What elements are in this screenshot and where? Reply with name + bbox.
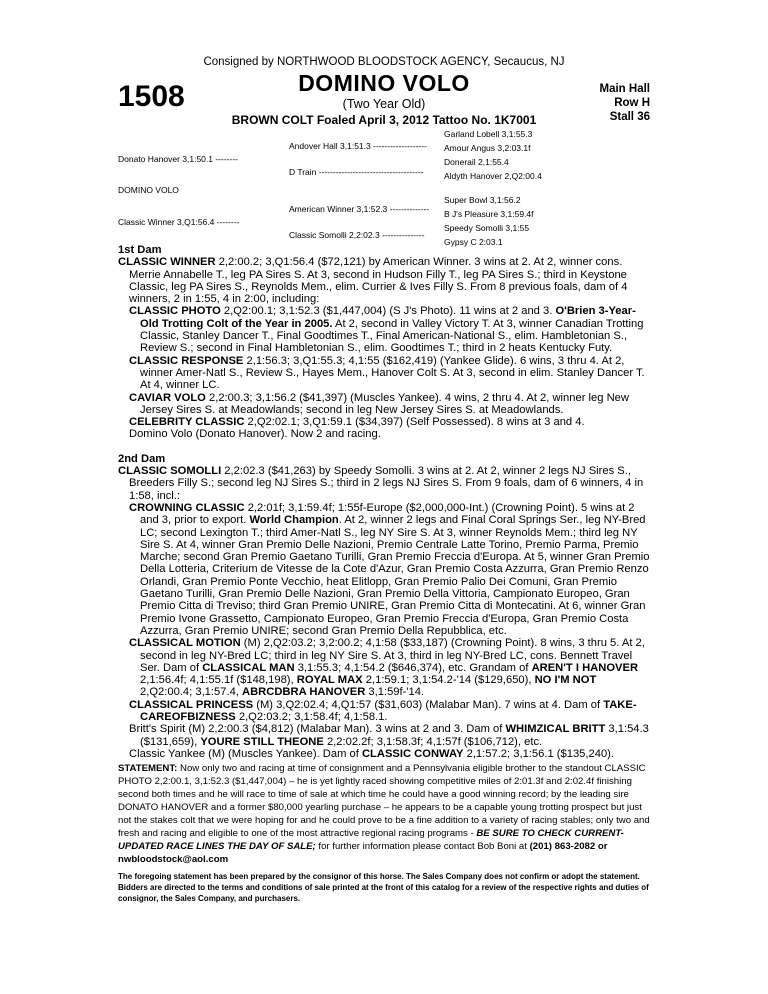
produce-entry: Classic Yankee (M) (Muscles Yankee). Dam of CLASSIC CONWAY 2,1:57.2; 3,1:56.1 ($135,240). [129, 747, 615, 760]
horse-age: (Two Year Old) [342, 97, 426, 111]
location-hall: Main Hall [599, 83, 650, 95]
pedigree-dam-dam: Classic Somolli 2,2:02.3 --------------- [289, 230, 425, 240]
sales-disclaimer: The foregoing statement has been prepared by the consignor of this horse. The Sales Company does not confirm or adopt the statement. Bidders are directed to the terms and conditions of sale printed at the front of this catalog for a review of the respective rights and duties of consignor, the Sales Company, and purchasers. [118, 872, 649, 904]
pedigree-ancestors-top [444, 127, 542, 183]
produce-entry: Domino Volo (Donato Hanover). Now 2 and racing. [129, 428, 381, 441]
produce-entry: CLASSICAL MOTION (M) 2,Q2:03.2; 3,2:00.2; 4,1:58 ($33,187) (Crowning Point). 8 wins, 3 thru 5. At 2, second in leg NY-Bred LC; third in leg NY Sire S. At 3, third in leg NY-Bred LC, cons. Bennett Travel Ser. Dam of CLASSICAL MAN 3,1:55.3; 4,1:54.2 ($646,374), etc. Grandam of AREN'T I HANOVER 2,1:56.4f; 4,1:55.1f ($148,198), ROYAL MAX 2,1:59.1; 3,1:54.2-'14 ($129,650), NO I'M NOT 2,Q2:00.4; 3,1:57.4, ABRCDBRA HANOVER 3,1:59f-'14. [129, 637, 645, 699]
second-dam-summary: CLASSIC SOMOLLI 2,2:02.3 ($41,263) by Speedy Somolli. 3 wins at 2. At 2, winner 2 legs NJ Sires S., Breeders Filly S.; second leg NJ Sires S.; third in 2 legs NJ Sires S. From 9 foals, dam of 6 winners, 4 in 1:58, incl.: [118, 465, 644, 502]
pedigree-g4-5: Super Bowl 3,1:56.2 [444, 195, 521, 205]
horse-description: BROWN COLT Foaled April 3, 2012 Tattoo No. 1K7001 [231, 113, 537, 127]
pedigree-sire-dam: D Train ------------------------------------- [289, 167, 424, 177]
second-dam-heading: 2nd Dam [118, 452, 166, 465]
horse-name: DOMINO VOLO [298, 70, 470, 96]
location-stall: Stall 36 [609, 111, 650, 123]
pedigree-g4-1: Garland Lobell 3,1:55.3 [444, 129, 533, 139]
stall-location [600, 82, 650, 124]
consignor-statement: STATEMENT: Now only two and racing at time of consignment and a Pennsylvania eligible brother to the standout CLASSIC PHOTO 2,2:00.1, 3,1:52.3 ($1,447,004) – he is yet lightly raced showing competitive miles of 2:01.3f and 2:02.4f finishing second both times and he will race to time of sale at which time he could have a good winning record; by the leading sire DONATO HANOVER and a former $80,000 yearling purchase – he appears to be a capable young trotting prospect but just not the stakes colt that we were hoping for and he could prove to be a fine addition to a variety of racing stables; only two and fresh and racing and eligible to one of the most attractive regional racing programs - BE SURE TO CHECK CURRENT-UPDATED RACE LINES THE DAY OF SALE; for further information please contact Bob Boni at (201) 863-2082 or nwbloodstock@aol.com [118, 763, 650, 866]
pedigree-dam: Classic Winner 3,Q1:56.4 -------- [118, 217, 240, 227]
catalog-body [118, 244, 650, 904]
pedigree-g4-3: Donerail 2,1:55.4 [444, 157, 509, 167]
pedigree-dam-sire: American Winner 3,1:52.3 -------------- [289, 204, 430, 214]
pedigree-g4-8: Gypsy C 2:03.1 [444, 237, 503, 247]
produce-entry: Britt's Spirit (M) 2,2:00.3 ($4,812) (Malabar Man). 3 wins at 2 and 3. Dam of WHIMZICAL BRITT 3,1:54.3 ($131,659), YOURE STILL THEONE 2,2:02.2f; 3,1:58.3f; 4,1:57f ($106,712), etc. [129, 723, 649, 748]
pedigree-sire: Donato Hanover 3,1:50.1 -------- [118, 154, 238, 164]
produce-entry: CAVIAR VOLO 2,2:00.3; 3,1:56.2 ($41,397) (Muscles Yankee). 4 wins, 2 thru 4. At 2, winner leg New Jersey Sires S. at Meadowlands; second in leg New Jersey Sires S. at Meadowlands. [129, 391, 629, 416]
pedigree-subject: DOMINO VOLO [118, 185, 179, 195]
produce-entry: CLASSICAL PRINCESS (M) 3,Q2:02.4; 4,Q1:57 ($31,603) (Malabar Man). 7 wins at 4. Dam of TAKE-CAREOFBIZNESS 2,Q2:03.2; 3,1:58.4f; 4,1:58.1. [129, 698, 637, 723]
pedigree-g4-6: B J's Pleasure 3,1:59.4f [444, 209, 534, 219]
pedigree-g4-2: Amour Angus 3,2:03.1f [444, 143, 531, 153]
pedigree-sire-sire: Andover Hall 3,1:51.3 ------------------- [289, 141, 427, 151]
produce-entry: CROWNING CLASSIC 2,2:01f; 3,1:59.4f; 1:55f-Europe ($2,000,000-Int.) (Crowning Point). 5 wins at 2 and 3, prior to export. World Champion. At 2, winner 2 legs and Final Coral Springs Ser., leg NY-Bred LC; second Lexington T.; third Amer-Natl S., leg NY Sire S. At 3, winner Reynolds Mem.; third leg NY Sire S. At 4, winner Gran Premio Delle Nazioni, Premio Centrale Latte Torino, Premio Parma, Premio Marche; second Gran Premio Gaetano Turilli, Gran Premio Freccia d'Europa. At 5, winner Gran Premio Della Lotteria, Criterium de Vitesse de la Cote d'Azur, Gran Premio Costa Azzurra, Gran Premio Renzo Orlandi, Gran Premio Ponte Vecchio, heat Elitlopp, Gran Premio Palio Dei Comuni, Gran Premio Gaetano Turilli, Gran Premio Delle Nazioni, Gran Premio Della Vittoria, Campionato Europeo, Gran Premio Citta di Treviso; third Gran Premio UNIRE, Gran Premio Citta di Montecatini. At 6, winner Gran Premio Ivone Grassetto, Campionato Europeo, Gran Premio Freccia d'Europa, Gran Premio Costa Azzurra, Gran Premio UNIRE; second Gran Premio Della Repubblica, etc. [129, 501, 650, 637]
pedigree-g4-7: Speedy Somolli 3,1:55 [444, 223, 530, 233]
location-row: Row H [614, 97, 650, 109]
hip-number: 1508 [118, 80, 185, 113]
consigned-by: Consigned by NORTHWOOD BLOODSTOCK AGENCY, Secaucus, NJ [203, 56, 565, 68]
first-dam-summary: CLASSIC WINNER 2,2:00.2; 3,Q1:56.4 ($72,121) by American Winner. 3 wins at 2. At 2, winner cons. Merrie Annabelle T., leg PA Sires S. At 3, second in Hudson Filly T., leg PA Sires S.; third in Keystone Classic, leg PA Sires S., Reynolds Mem., elim. Currier & Ives Filly S. From 8 previous foals, dam of 4 winners, 2 in 1:55, 4 in 2:00, including: [118, 256, 628, 306]
produce-entry: CELEBRITY CLASSIC 2,Q2:02.1; 3,Q1:59.1 ($34,397) (Self Possessed). 8 wins at 3 and 4. [129, 416, 585, 429]
first-dam-heading: 1st Dam [118, 244, 162, 256]
pedigree-g4-4: Aldyth Hanover 2,Q2:00.4 [444, 171, 542, 181]
pedigree-ancestors-bottom [444, 193, 534, 249]
produce-entry: CLASSIC RESPONSE 2,1:56.3; 3,Q1:55.3; 4,1:55 ($162,419) (Yankee Glide). 6 wins, 3 thru 4. At 2, winner Amer-Natl S., Review S., Hayes Mem., Hanover Colt S. At 3, second in elim. Stanley Dancer T. At 4, winner LC. [129, 354, 645, 392]
produce-entry: CLASSIC PHOTO 2,Q2:00.1; 3,1:52.3 ($1,447,004) (S J's Photo). 11 wins at 2 and 3. O'Brien 3-Year-Old Trotting Colt of the Year in 2005. At 2, second in Valley Victory T. At 3, winner Canadian Trotting Classic, Stanley Dancer T., Final Goodtimes T., Final American-National S., elim. Hambletonian S., Review S.; second in Final Hambletonian S., elim. Goodtimes T.; third in 2 heats Kentucky Futy. [129, 305, 644, 355]
